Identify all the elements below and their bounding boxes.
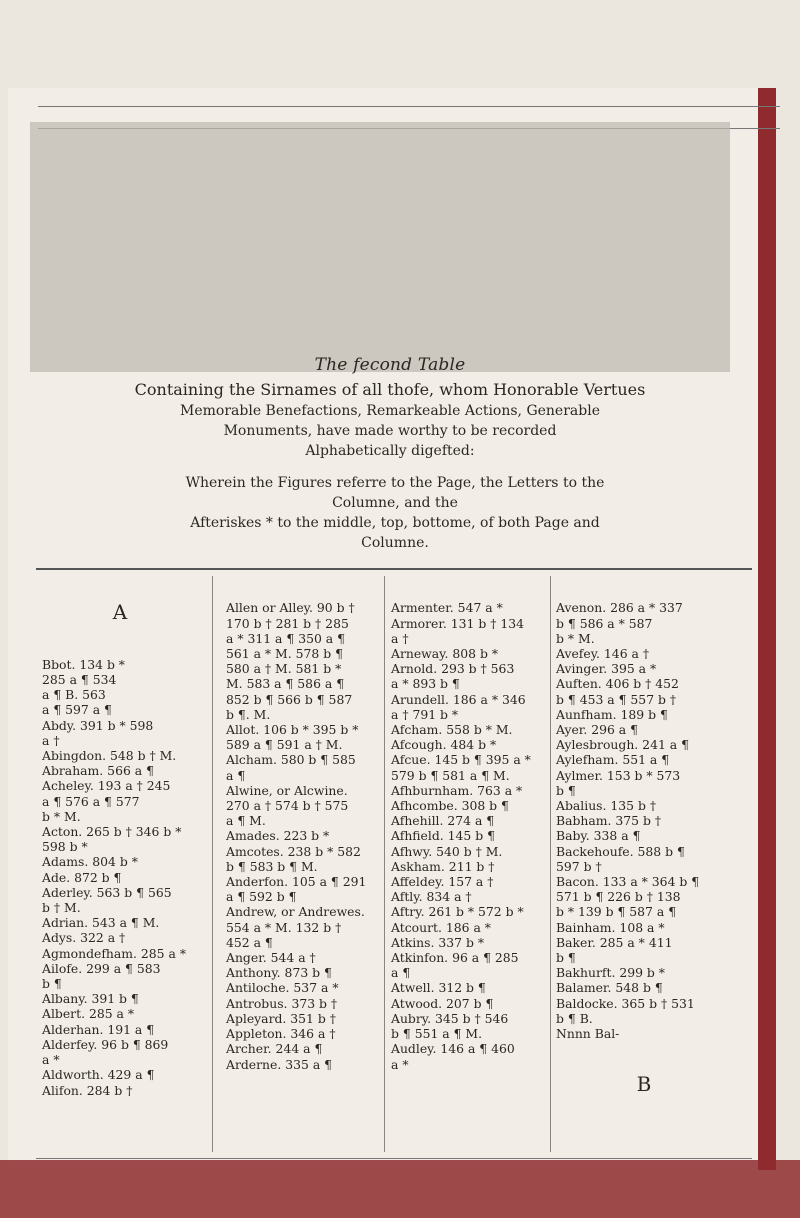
index-entry: Afcough. 484 b * [391,737,497,753]
index-entry: Arundell. 186 a * 346 [391,691,526,707]
index-entry: Aftry. 261 b * 572 b * [391,904,524,920]
index-entry: Allen or Alley. 90 b † [226,600,355,616]
index-entry: b ¶ 586 a * 587 [556,615,653,631]
index-entry: Afhcombe. 308 b ¶ [391,798,509,814]
heading-line-1: Containing the Sirnames of all thofe, whom Honorable Vertues [134,380,646,399]
index-entry: Nnnn Bal- [556,1026,620,1042]
heading-line-3: Monuments, have made worthy to be recorded [223,423,557,439]
index-entry: Afhehill. 274 a ¶ [391,813,495,829]
index-entry: Affeldey. 157 a † [391,874,494,890]
index-entry: a * 893 b ¶ [391,676,460,692]
index-entry: Ade. 872 b ¶ [42,869,122,885]
index-entry: Andrew, or Andrewes. [226,904,365,920]
index-entry: Avenon. 286 a * 337 [556,600,683,616]
index-entry: 580 a † M. 581 b * [226,661,342,677]
legend-line-1: Wherein the Figures referre to the Page, the Letters to the Columne, and the [185,475,605,511]
decorative-header-ornament [30,122,730,372]
index-entry: b ¶ 453 a ¶ 557 b † [556,691,677,707]
index-entry: b ¶ 551 a ¶ M. [391,1026,483,1042]
index-entry: Atkinfon. 96 a ¶ 285 [391,950,519,966]
index-entry: Bakhurft. 299 b * [556,965,665,981]
index-entry: a * [42,1052,60,1068]
index-entry: Ailofe. 299 a ¶ 583 [42,960,161,976]
index-entry: Archer. 244 a ¶ [226,1041,323,1057]
index-entry: a ¶ M. [226,813,266,829]
index-entry: Aderley. 563 b ¶ 565 [42,884,172,900]
index-entry: Alwine, or Alcwine. [226,782,348,798]
index-entry: Anderfon. 105 a ¶ 291 [226,874,367,890]
index-entry: Alderhan. 191 a ¶ [42,1021,155,1037]
index-entry: a ¶ 597 a ¶ [42,702,112,718]
index-column-b [226,570,386,1158]
index-entry: Apleyard. 351 b † [226,1010,336,1026]
column-divider [212,576,213,1152]
index-entry: b ¶ [42,976,62,992]
column-divider [384,576,385,1152]
table-heading [20,355,760,461]
index-entry: b † M. [42,900,81,916]
index-entry: b * 139 b ¶ 587 a ¶ [556,904,677,920]
index-column-d [556,570,732,1158]
index-entry: a ¶ [226,767,246,783]
index-entry: Aylesbrough. 241 a ¶ [556,737,689,753]
index-entry: Atcourt. 186 a * [391,919,491,935]
index-entry: a ¶ 592 b ¶ [226,889,297,905]
index-entry: 598 b * [42,839,88,855]
index-entry: M. 583 a ¶ 586 a ¶ [226,676,345,692]
index-entry: Aftly. 834 a † [391,889,472,905]
heading-text [20,379,760,461]
index-entry: Abdy. 391 b * 598 [42,717,154,733]
legend-line-2: Afteriskes * to the middle, top, bottome, of both Page and Columne. [190,515,600,551]
index-column-a [42,570,198,1158]
index-entry: Aylefham. 551 a ¶ [556,752,670,768]
index-entry: Armorer. 131 b † 134 [391,615,525,631]
index-entry: b ¶ [556,950,576,966]
index-entry: a † [42,732,60,748]
index-entry: b ¶ B. [556,1010,593,1026]
index-entry: Antrobus. 373 b † [226,995,338,1011]
heading-line-2: Memorable Benefactions, Remarkeable Actions, Generable [180,403,600,419]
heading-line-4: Alphabetically digefted: [305,443,475,459]
index-entry: Bbot. 134 b * [42,656,126,672]
index-entry: Aylmer. 153 b * 573 [556,767,681,783]
index-entry: Arderne. 335 a ¶ [226,1056,333,1072]
index-entry: 554 a * M. 132 b † [226,919,342,935]
index-entry: 285 a ¶ 534 [42,672,117,688]
legend [160,473,630,553]
index-entry: Appleton. 346 a † [226,1026,336,1042]
index-entry: Anger. 544 a † [226,950,316,966]
surname-index [36,568,752,1159]
index-entry: Alifon. 284 b † [42,1082,133,1098]
index-entry: b ¶ 583 b ¶ M. [226,858,318,874]
index-entry: Abingdon. 548 b † M. [42,748,177,764]
index-entry: Allot. 106 b * 395 b * [226,722,359,738]
index-entry: 561 a * M. 578 b ¶ [226,646,343,662]
index-entry: Avefey. 146 a † [556,646,650,662]
index-entry: Aubry. 345 b † 546 [391,1010,509,1026]
index-entry: Adams. 804 b * [42,854,138,870]
index-entry: Afhwy. 540 b † M. [391,843,503,859]
index-entry: Arnold. 293 b † 563 [391,661,515,677]
index-entry: a * 311 a ¶ 350 a ¶ [226,630,345,646]
index-entry: Armenter. 547 a * [391,600,503,616]
column-divider [550,576,551,1152]
index-entry: Afhburnham. 763 a * [391,782,523,798]
index-entry: 571 b ¶ 226 b † 138 [556,889,681,905]
index-entry: b ¶. M. [226,706,271,722]
index-entry: Atwood. 207 b ¶ [391,995,494,1011]
index-entry: Avinger. 395 a * [556,661,657,677]
index-entry: Albany. 391 b ¶ [42,991,139,1007]
section-letter-b: B [636,1071,652,1096]
index-entry: Backehoufe. 588 b ¶ [556,843,685,859]
index-entry: Audley. 146 a ¶ 460 [391,1041,515,1057]
index-entry: Antiloche. 537 a * [226,980,339,996]
index-entry: b * M. [42,808,81,824]
index-entry: Aldworth. 429 a ¶ [42,1067,155,1083]
index-entry: Amcotes. 238 b * 582 [226,843,361,859]
index-entry: Acton. 265 b † 346 b * [42,824,182,840]
index-entry: 852 b ¶ 566 b ¶ 587 [226,691,353,707]
index-entry: Babham. 375 b † [556,813,662,829]
entry-list-d [556,600,732,1041]
index-entry: a ¶ 576 a ¶ 577 [42,793,140,809]
page-edge [0,1160,800,1218]
index-entry: Atkins. 337 b * [391,934,485,950]
index-entry: Afcue. 145 b ¶ 395 a * [391,752,531,768]
index-entry: Abraham. 566 a ¶ [42,763,154,779]
entry-list-a [42,657,198,1098]
index-entry: Baby. 338 a ¶ [556,828,641,844]
index-entry: Amades. 223 b * [226,828,330,844]
index-column-c [391,570,551,1158]
index-entry: a ¶ [391,965,411,981]
section-letter-a: A [112,600,128,625]
index-entry: Albert. 285 a * [42,1006,135,1022]
index-entry: Alderfey. 96 b ¶ 869 [42,1036,169,1052]
index-entry: a * [391,1056,409,1072]
index-entry: Agmondefham. 285 a * [42,945,187,961]
entry-list-b [226,600,386,1071]
index-entry: Atwell. 312 b ¶ [391,980,486,996]
entry-list-c [391,600,551,1071]
index-entry: 170 b † 281 b † 285 [226,615,349,631]
index-entry: 597 b † [556,858,602,874]
index-entry: Bacon. 133 a * 364 b ¶ [556,874,700,890]
index-entry: Adys. 322 a † [42,930,126,946]
index-entry: Afhfield. 145 b ¶ [391,828,496,844]
index-entry: b * M. [556,630,595,646]
index-entry: Baldocke. 365 b † 531 [556,995,695,1011]
index-entry: Balamer. 548 b ¶ [556,980,663,996]
index-entry: b ¶ [556,782,576,798]
index-entry: Arneway. 808 b * [391,646,499,662]
index-entry: Abalius. 135 b † [556,798,657,814]
index-entry: Alcham. 580 b ¶ 585 [226,752,356,768]
index-entry: Askham. 211 b † [391,858,495,874]
index-entry: Afcham. 558 b * M. [391,722,513,738]
index-entry: a ¶ B. 563 [42,687,106,703]
index-entry: a † 791 b * [391,706,459,722]
index-entry: Ayer. 296 a ¶ [556,722,639,738]
index-entry: Aunfham. 189 b ¶ [556,706,668,722]
index-entry: 270 a † 574 b † 575 [226,798,349,814]
index-entry: 579 b ¶ 581 a ¶ M. [391,767,510,783]
index-entry: Anthony. 873 b ¶ [226,965,332,981]
index-entry: Bainham. 108 a * [556,919,665,935]
index-entry: Auften. 406 b † 452 [556,676,679,692]
table-title: The fecond Table [314,355,466,375]
index-entry: Adrian. 543 a ¶ M. [42,915,160,931]
index-entry: Baker. 285 a * 411 [556,934,673,950]
index-entry: 452 a ¶ [226,934,273,950]
index-entry: 589 a ¶ 591 a † M. [226,737,343,753]
index-entry: a † [391,630,409,646]
index-entry: Acheley. 193 a † 245 [42,778,171,794]
top-rule [38,106,780,107]
